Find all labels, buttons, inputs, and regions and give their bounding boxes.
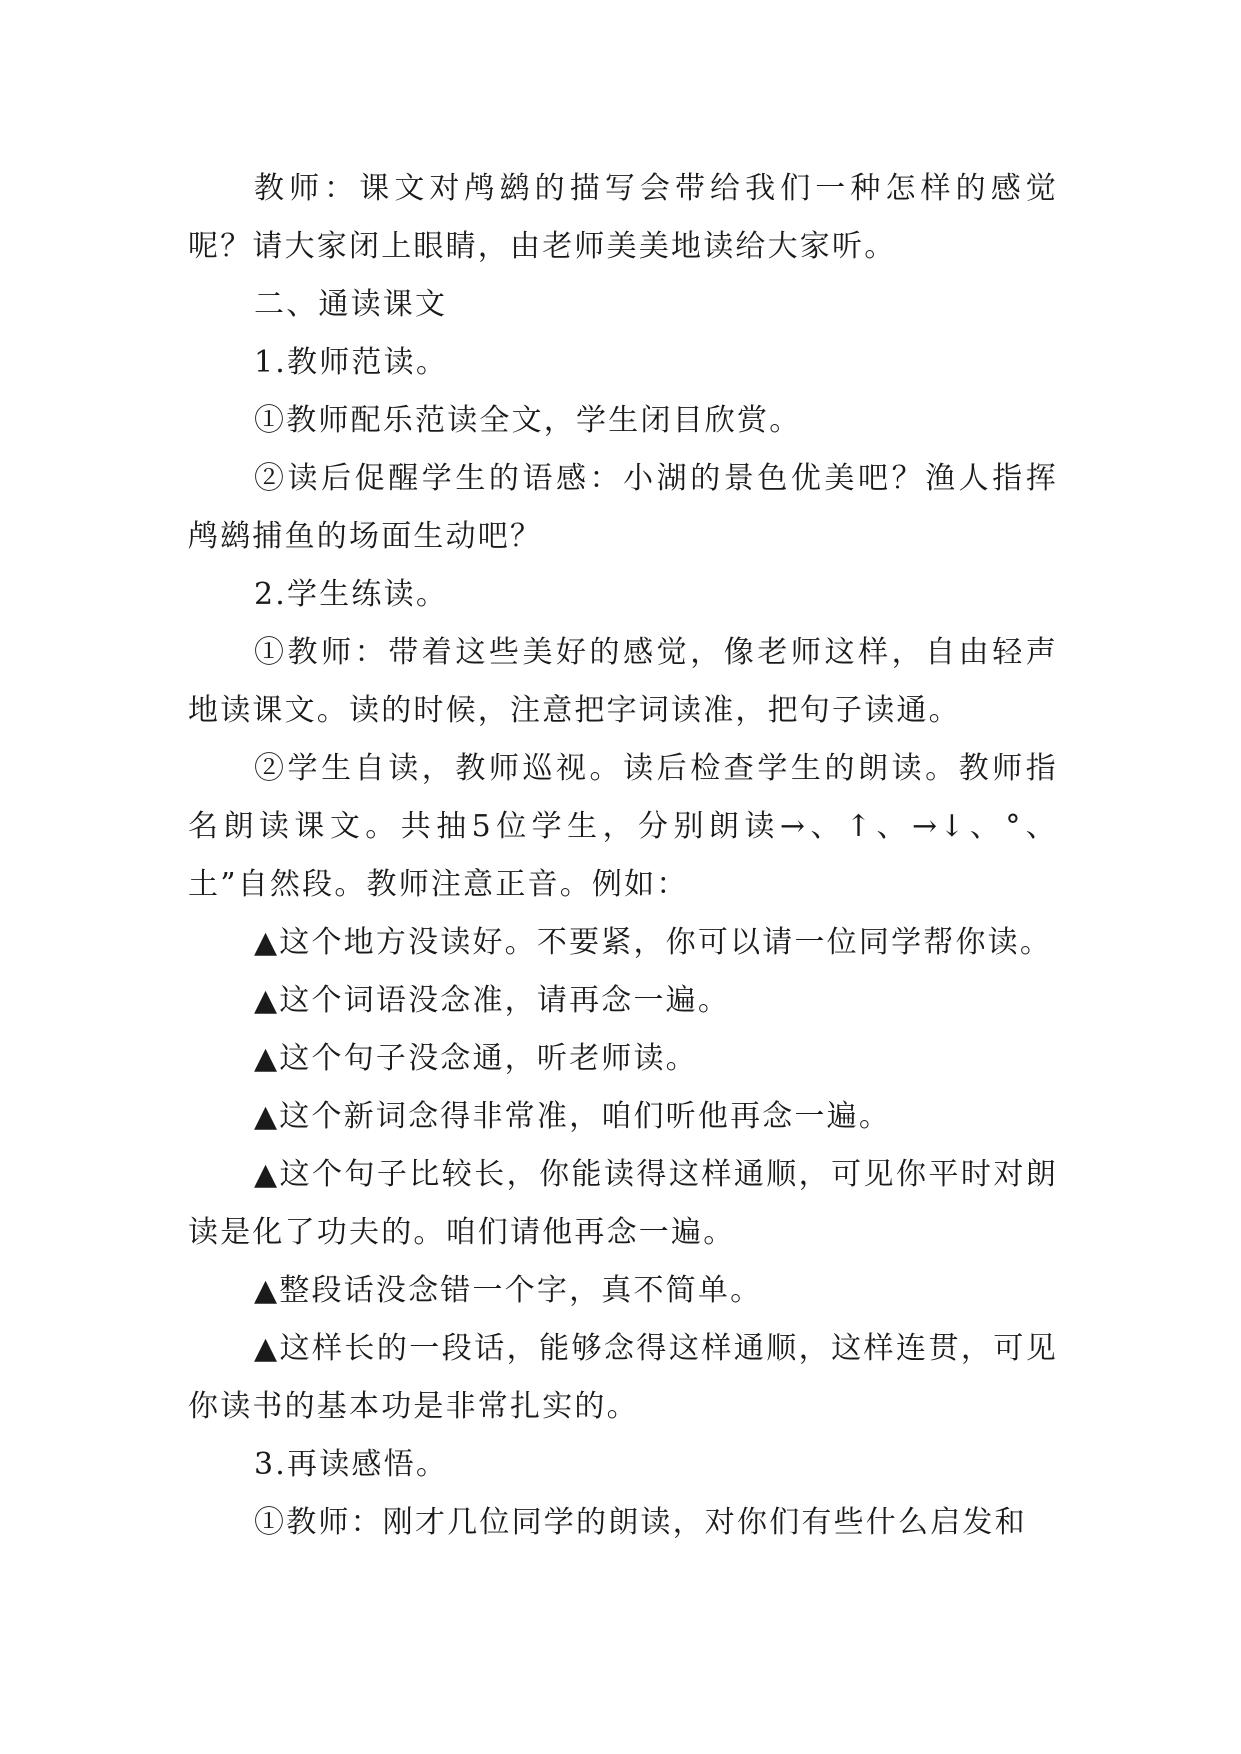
feedback-item: ▲这样长的一段话，能够念得这样通顺，这样连贯，可见你读书的基本功是非常扎实的。 [188, 1331, 1058, 1424]
list-item-music-reading: ①教师配乐范读全文，学生闭目欣赏。 [254, 403, 802, 438]
section-heading-read-through: 二、通读课文 [254, 287, 448, 322]
step-student-practice: 2.学生练读。 [254, 577, 449, 612]
feedback-item: ▲这个句子比较长，你能读得这样通顺，可见你平时对朗读是化了功夫的。咱们请他再念一遍。 [188, 1157, 1058, 1250]
list-item-free-reading: ①教师：带着这些美好的感觉，像老师这样，自由轻声地读课文。读的时候，注意把字词读准，把句子读通。 [188, 635, 1058, 728]
feedback-item: ▲这个句子没念通，听老师读。 [254, 1041, 698, 1076]
feedback-item: ▲这个词语没念准，请再念一遍。 [254, 983, 731, 1018]
feedback-item: ▲整段话没念错一个字，真不简单。 [254, 1273, 763, 1308]
paragraph-teacher-intro: 教师：课文对鸬鹚的描写会带给我们一种怎样的感觉呢？请大家闭上眼睛，由老师美美地读给大家听。 [188, 171, 1058, 264]
list-item-self-reading: ②学生自读，教师巡视。读后检查学生的朗读。教师指名朗读课文。共抽5位学生，分别朗读→、↑、→↓、°、土”自然段。教师注意正音。例如： [188, 751, 1058, 902]
document-page [188, 160, 1058, 1552]
feedback-item: ▲这个新词念得非常准，咱们听他再念一遍。 [254, 1099, 892, 1134]
list-item-language-sense: ②读后促醒学生的语感：小湖的景色优美吧？渔人指挥鸬鹚捕鱼的场面生动吧？ [188, 461, 1058, 554]
step-teacher-model-reading: 1.教师范读。 [254, 345, 449, 380]
list-item-teacher-question: ①教师：刚才几位同学的朗读，对你们有些什么启发和 [254, 1505, 1027, 1540]
step-reread-reflection: 3.再读感悟。 [254, 1447, 449, 1482]
feedback-item: ▲这个地方没读好。不要紧，你可以请一位同学帮你读。 [254, 925, 1053, 960]
